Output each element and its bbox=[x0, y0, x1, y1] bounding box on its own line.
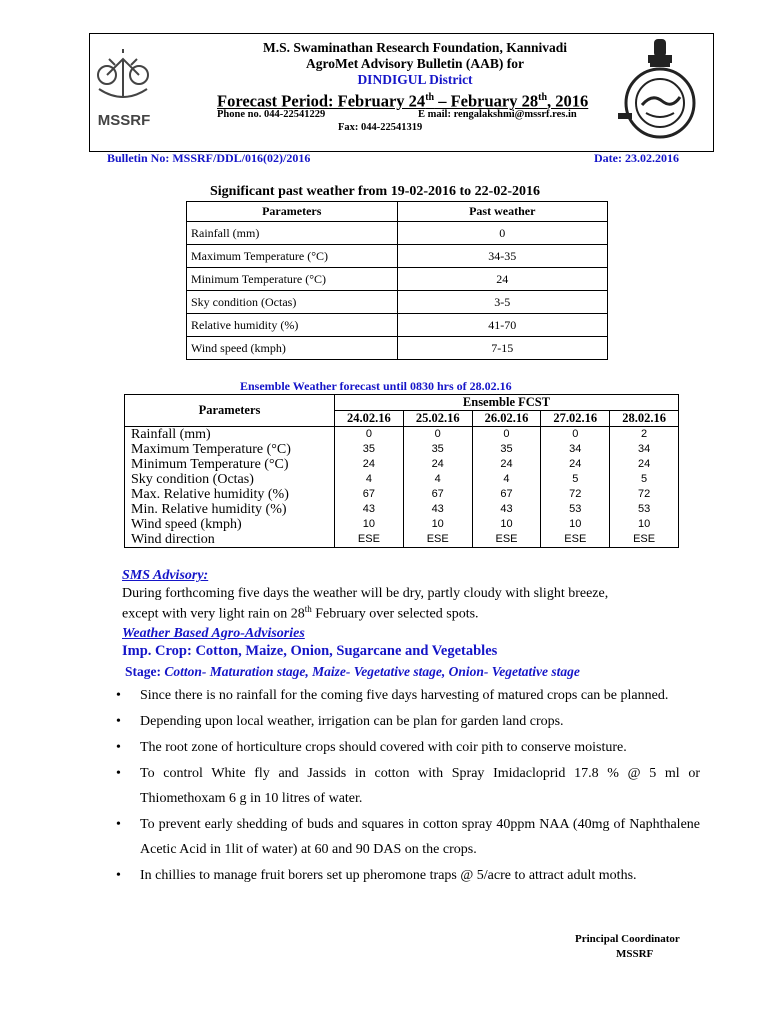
bullet-icon: • bbox=[116, 868, 121, 883]
ens-value-cell: 5 bbox=[541, 472, 610, 487]
email-address: E mail: rengalakshmi@mssrf.res.in bbox=[418, 109, 577, 120]
advisory-text: To prevent early shedding of buds and squares in cotton spray 40ppm NAA (40mg of Naphthalene Acetic Acid in 1lit of water) at 60 and 90 DAS on the crops. bbox=[140, 817, 700, 857]
past-value-cell: 24 bbox=[397, 268, 608, 291]
ens-value-cell: 43 bbox=[403, 502, 472, 517]
past-col-value: Past weather bbox=[397, 202, 608, 222]
ens-value-cell: 72 bbox=[610, 487, 679, 502]
ens-date-header: 24.02.16 bbox=[335, 411, 404, 427]
ens-value-cell: 0 bbox=[541, 427, 610, 443]
past-value-cell: 3-5 bbox=[397, 291, 608, 314]
district-name: DINDIGUL District bbox=[357, 72, 473, 87]
ens-param-cell: Sky condition (Octas) bbox=[125, 472, 335, 487]
crop-stage: Stage: Cotton- Maturation stage, Maize- Vegetative stage, Onion- Vegetative stage bbox=[125, 664, 580, 679]
past-col-parameters: Parameters bbox=[187, 202, 398, 222]
table-row bbox=[187, 337, 608, 360]
past-param-cell: Wind speed (kmph) bbox=[187, 337, 398, 360]
ens-value-cell: 0 bbox=[335, 427, 404, 443]
mssrf-logo bbox=[93, 45, 155, 135]
ensemble-title: Ensemble Weather forecast until 0830 hrs of 28.02.16 bbox=[240, 379, 512, 393]
ens-value-cell: 10 bbox=[610, 517, 679, 532]
ens-value-cell: 24 bbox=[335, 457, 404, 472]
ens-param-cell: Wind speed (kmph) bbox=[125, 517, 335, 532]
past-weather-title: Significant past weather from 19-02-2016 to 22-02-2016 bbox=[210, 184, 541, 199]
past-param-cell: Rainfall (mm) bbox=[187, 222, 398, 245]
ens-value-cell: 43 bbox=[335, 502, 404, 517]
bulletin-number: Bulletin No: MSSRF/DDL/016(02)/2016 bbox=[107, 151, 311, 165]
ensemble-forecast-table bbox=[124, 394, 679, 548]
table-row bbox=[125, 472, 679, 487]
ens-value-cell: ESE bbox=[610, 532, 679, 548]
ens-param-cell: Wind direction bbox=[125, 532, 335, 548]
advisory-text: Since there is no rainfall for the coming five days harvesting of matured crops can be planned. bbox=[140, 688, 669, 703]
ens-value-cell: 67 bbox=[403, 487, 472, 502]
ens-value-cell: ESE bbox=[541, 532, 610, 548]
sms-advisory-heading: SMS Advisory: bbox=[122, 568, 209, 583]
past-value-cell: 34-35 bbox=[397, 245, 608, 268]
past-value-cell: 41-70 bbox=[397, 314, 608, 337]
bulletin-date: Date: 23.02.2016 bbox=[594, 151, 679, 165]
phone-number: Phone no. 044-22541229 bbox=[217, 109, 326, 120]
ens-value-cell: 53 bbox=[610, 502, 679, 517]
list-item bbox=[116, 735, 700, 760]
past-weather-table bbox=[186, 201, 608, 360]
important-crops: Imp. Crop: Cotton, Maize, Onion, Sugarcane and Vegetables bbox=[122, 643, 498, 659]
ens-value-cell: ESE bbox=[472, 532, 541, 548]
ens-value-cell: 2 bbox=[610, 427, 679, 443]
table-row bbox=[187, 222, 608, 245]
list-item bbox=[116, 683, 700, 708]
ens-value-cell: 72 bbox=[541, 487, 610, 502]
ens-value-cell: 34 bbox=[610, 442, 679, 457]
fax-number: Fax: 044-22541319 bbox=[338, 122, 423, 133]
ens-param-cell: Maximum Temperature (°C) bbox=[125, 442, 335, 457]
advisory-text: Depending upon local weather, irrigation can be plan for garden land crops. bbox=[140, 714, 564, 729]
past-value-cell: 0 bbox=[397, 222, 608, 245]
ens-value-cell: 43 bbox=[472, 502, 541, 517]
ens-value-cell: ESE bbox=[335, 532, 404, 548]
ens-param-cell: Min. Relative humidity (%) bbox=[125, 502, 335, 517]
advisory-text: The root zone of horticulture crops should covered with coir pith to conserve moisture. bbox=[140, 740, 627, 755]
past-param-cell: Relative humidity (%) bbox=[187, 314, 398, 337]
ens-value-cell: 35 bbox=[472, 442, 541, 457]
bulletin-type: AgroMet Advisory Bulletin (AAB) for bbox=[306, 56, 524, 71]
signature-title: Principal Coordinator bbox=[575, 933, 680, 945]
bullet-icon: • bbox=[116, 817, 121, 832]
table-row bbox=[187, 291, 608, 314]
sms-advisory-line1: During forthcoming five days the weather will be dry, partly cloudy with slight breeze, bbox=[122, 586, 609, 601]
ens-group-header: Ensemble FCST bbox=[335, 395, 679, 411]
ens-date-header: 25.02.16 bbox=[403, 411, 472, 427]
past-param-cell: Minimum Temperature (°C) bbox=[187, 268, 398, 291]
bullet-icon: • bbox=[116, 740, 121, 755]
table-row bbox=[187, 245, 608, 268]
ens-value-cell: 24 bbox=[541, 457, 610, 472]
list-item bbox=[116, 761, 700, 811]
list-item bbox=[116, 709, 700, 734]
table-row bbox=[125, 487, 679, 502]
ens-value-cell: 10 bbox=[472, 517, 541, 532]
ens-value-cell: 67 bbox=[472, 487, 541, 502]
ens-param-cell: Rainfall (mm) bbox=[125, 427, 335, 443]
table-row bbox=[187, 268, 608, 291]
advisory-list bbox=[116, 683, 700, 889]
table-row bbox=[125, 442, 679, 457]
ens-date-header: 27.02.16 bbox=[541, 411, 610, 427]
past-param-cell: Maximum Temperature (°C) bbox=[187, 245, 398, 268]
ens-value-cell: 4 bbox=[472, 472, 541, 487]
svg-text:MSSRF: MSSRF bbox=[97, 112, 151, 129]
ens-value-cell: ESE bbox=[403, 532, 472, 548]
table-row bbox=[125, 427, 679, 443]
ens-value-cell: 34 bbox=[541, 442, 610, 457]
table-row bbox=[125, 517, 679, 532]
ens-value-cell: 0 bbox=[472, 427, 541, 443]
signature-org: MSSRF bbox=[616, 948, 654, 960]
org-name: M.S. Swaminathan Research Foundation, Kannivadi bbox=[263, 40, 567, 55]
ens-value-cell: 35 bbox=[335, 442, 404, 457]
table-row bbox=[125, 457, 679, 472]
sms-advisory-line2: except with very light rain on 28th February over selected spots. bbox=[122, 604, 479, 622]
ens-param-cell: Minimum Temperature (°C) bbox=[125, 457, 335, 472]
past-value-cell: 7-15 bbox=[397, 337, 608, 360]
ens-date-header: 26.02.16 bbox=[472, 411, 541, 427]
ens-value-cell: 35 bbox=[403, 442, 472, 457]
bullet-icon: • bbox=[116, 766, 121, 781]
past-param-cell: Sky condition (Octas) bbox=[187, 291, 398, 314]
advisory-text: In chillies to manage fruit borers set up pheromone traps @ 5/acre to attract adult moths. bbox=[140, 868, 637, 883]
advisory-text: To control White fly and Jassids in cotton with Spray Imidacloprid 17.8 % @ 5 ml or Thiomethoxam 6 g in 10 litres of water. bbox=[140, 766, 700, 806]
ens-param-cell: Max. Relative humidity (%) bbox=[125, 487, 335, 502]
list-item bbox=[116, 863, 700, 888]
ens-value-cell: 24 bbox=[403, 457, 472, 472]
ens-value-cell: 10 bbox=[541, 517, 610, 532]
bullet-icon: • bbox=[116, 688, 121, 703]
table-row bbox=[125, 532, 679, 548]
ens-date-header: 28.02.16 bbox=[610, 411, 679, 427]
ens-value-cell: 24 bbox=[472, 457, 541, 472]
ens-value-cell: 67 bbox=[335, 487, 404, 502]
ens-value-cell: 4 bbox=[335, 472, 404, 487]
agro-advisory-heading: Weather Based Agro-Advisories bbox=[122, 626, 305, 641]
ens-value-cell: 10 bbox=[403, 517, 472, 532]
ens-col-parameters: Parameters bbox=[125, 395, 335, 427]
table-row bbox=[125, 502, 679, 517]
bullet-icon: • bbox=[116, 714, 121, 729]
list-item bbox=[116, 812, 700, 862]
forecast-period: Forecast Period: February 24th – February 28th, 2016 bbox=[217, 91, 589, 111]
ens-value-cell: 5 bbox=[610, 472, 679, 487]
ens-value-cell: 24 bbox=[610, 457, 679, 472]
ens-value-cell: 4 bbox=[403, 472, 472, 487]
table-row bbox=[187, 314, 608, 337]
ens-value-cell: 53 bbox=[541, 502, 610, 517]
ens-value-cell: 0 bbox=[403, 427, 472, 443]
ens-value-cell: 10 bbox=[335, 517, 404, 532]
